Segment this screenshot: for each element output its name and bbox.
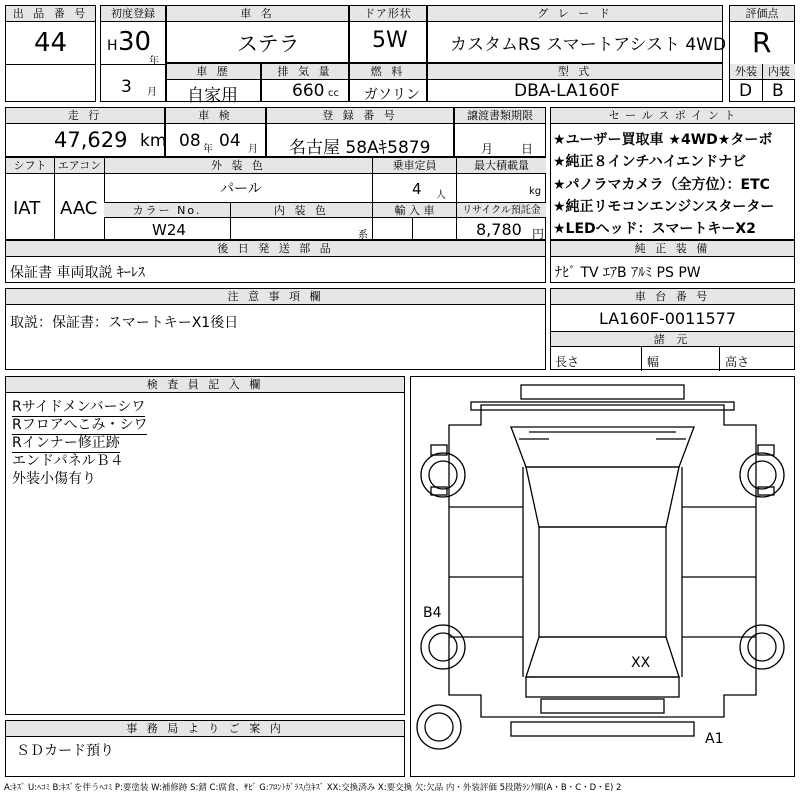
later-parts-value: 保証書 車両取説 ｷｰﾚｽ <box>10 265 145 281</box>
later-parts-label: 後 日 発 送 部 品 <box>6 241 545 257</box>
car-name-value: ステラ <box>237 32 300 56</box>
lot-box <box>5 5 96 102</box>
car-name-box <box>166 5 349 63</box>
door-value: 5W <box>372 28 408 53</box>
overall-score: R <box>752 26 772 59</box>
inspector-line: エンドパネルＢ４ <box>12 453 124 469</box>
door-box <box>349 5 427 63</box>
damage-diagram <box>410 376 795 777</box>
inspection-month: 04 <box>219 131 241 151</box>
inspector-label: 検 査 員 記 入 欄 <box>6 377 404 393</box>
recycle-label: リサイクル預託金 <box>456 202 546 218</box>
fuel-box <box>349 63 427 102</box>
inspection-label: 車 検 <box>166 108 265 124</box>
dims-width-label: 幅 <box>647 355 660 369</box>
sales-point-item: ★ユーザー買取車 ★4WD★ターボ <box>553 132 773 148</box>
vehicle-spec-box <box>5 157 546 240</box>
notes-box <box>5 288 546 370</box>
exterior-score-label: 外装 <box>730 64 762 80</box>
std-equipment-label: 純 正 装 備 <box>551 241 794 257</box>
registration-box <box>100 5 166 102</box>
damage-mark-bottom: A1 <box>705 731 724 747</box>
score-label: 評価点 <box>730 6 794 22</box>
mileage-unit: km <box>140 131 167 151</box>
plate-label: 登 録 番 号 <box>267 108 453 124</box>
lot-number: 44 <box>34 28 68 58</box>
history-label: 車 歴 <box>167 64 260 80</box>
inspector-box <box>5 376 405 715</box>
displacement-box <box>261 63 349 102</box>
color-no-label: カラー No. <box>104 202 230 218</box>
chassis-box <box>550 288 795 370</box>
int-color-label: 内 装 色 <box>230 202 372 218</box>
dims-height-label: 高さ <box>725 355 750 369</box>
aircon-label: エアコン <box>54 158 104 174</box>
mileage-box <box>5 107 165 157</box>
inspection-month-unit: 月 <box>248 144 258 155</box>
chassis-value: LA160F-0011577 <box>599 309 736 328</box>
inspection-year-unit: 年 <box>203 144 213 155</box>
registration-label: 初度登録 <box>101 6 165 22</box>
std-equipment-box <box>550 240 795 283</box>
interior-score-label: 内装 <box>762 64 795 80</box>
damage-code-legend: A:ｷｽﾞ U:ﾍｺﾐ B:ｷｽﾞを伴うﾍｺﾐ P:要塗装 W:補修跡 S:錆 C:腐食、ｻﾋﾞ G:ﾌﾛﾝﾄｶﾞﾗｽ点ｷｽﾞ XX:交換済み X:要交換 欠:欠品 内・外装評価 5段階ﾗﾝｸ順(A・B・C・D・E) 2 <box>4 783 622 793</box>
score-box <box>729 5 795 102</box>
transfer-day-unit: 日 <box>521 142 534 156</box>
sales-points-label: セ ー ル ス ポ イ ン ト <box>551 108 794 124</box>
interior-score: B <box>772 81 784 101</box>
grade-value: カスタムRS スマートアシスト 4WD <box>450 35 727 55</box>
door-label: ドア形状 <box>350 6 426 22</box>
transfer-month-unit: 月 <box>481 142 494 156</box>
dims-label: 諸 元 <box>551 331 794 347</box>
max-load-label: 最大積載量 <box>456 158 546 174</box>
registration-era: H <box>107 38 118 54</box>
damage-mark-left: B4 <box>423 605 442 621</box>
transfer-label: 譲渡書類期限 <box>455 108 545 124</box>
registration-month-unit: 月 <box>147 87 157 98</box>
registration-year: 30 <box>118 27 152 57</box>
sales-point-item: ★純正８インチハイエンドナビ <box>553 154 747 170</box>
dims-length-label: 長さ <box>555 355 580 369</box>
car-outline-diagram <box>411 377 794 776</box>
lot-label: 出 品 番 号 <box>6 6 95 22</box>
inspector-line: Rインナー修正跡 <box>12 432 120 453</box>
transfer-box <box>454 107 546 157</box>
ext-color-label: 外 装 色 <box>104 158 372 174</box>
mileage-label: 走 行 <box>6 108 164 124</box>
shift-value: IAT <box>13 198 41 219</box>
office-value: ＳＤカード預り <box>16 743 114 759</box>
model-box <box>427 63 723 102</box>
import-label: 輸 入 車 <box>372 202 456 218</box>
displacement-unit: cc <box>328 88 339 99</box>
int-color-unit: 系 <box>358 230 368 241</box>
capacity-label: 乗車定員 <box>372 158 456 174</box>
sales-point-item: ★純正リモコンエンジンスターター <box>553 199 775 215</box>
damage-mark-rear: XX <box>631 655 651 671</box>
recycle-unit: 円 <box>532 227 545 241</box>
ext-color-value: パール <box>220 181 262 197</box>
registration-year-unit: 年 <box>149 56 159 67</box>
office-box <box>5 720 405 777</box>
history-box <box>166 63 261 106</box>
std-equipment-value: ﾅﾋﾞ TV ｴｱB ｱﾙﾐ PS PW <box>555 265 701 281</box>
recycle-value: 8,780 <box>476 220 522 239</box>
shift-label: シフト <box>6 158 54 174</box>
grade-box <box>427 5 727 63</box>
inspection-year: 08 <box>179 131 201 151</box>
inspector-line: Rフロアへこみ・シワ <box>12 414 147 435</box>
color-no-value: W24 <box>152 221 186 239</box>
notes-label: 注 意 事 項 欄 <box>6 289 545 305</box>
inspector-line: 外装小傷有り <box>12 471 96 487</box>
history-value: 自家用 <box>187 86 238 106</box>
inspector-line: Rサイドメンバーシワ <box>12 396 145 417</box>
plate-box <box>266 107 454 157</box>
model-label: 型 式 <box>428 64 722 80</box>
sales-points-box <box>550 107 795 240</box>
later-parts-box <box>5 240 546 283</box>
exterior-score: D <box>739 81 753 101</box>
mileage-value: 47,629 <box>54 128 128 152</box>
fuel-value: ガソリン <box>364 87 420 103</box>
model-value: DBA-LA160F <box>514 81 620 101</box>
office-label: 事 務 局 よ り ご 案 内 <box>6 721 404 737</box>
registration-month: 3 <box>121 77 132 97</box>
notes-value: 取説：保証書：スマートキーX1後日 <box>10 315 239 331</box>
grade-label: グ レ ー ド <box>428 6 722 22</box>
displacement-value: 660 <box>292 81 325 101</box>
car-name-label: 車 名 <box>167 6 348 22</box>
chassis-label: 車 台 番 号 <box>551 289 794 305</box>
inspection-box <box>165 107 266 157</box>
aircon-value: AAC <box>60 198 98 219</box>
sales-point-item: ★パノラマカメラ（全方位）：ETC <box>553 177 770 193</box>
sales-point-item: ★LEDヘッド：スマートキーX2 <box>553 221 756 237</box>
capacity-unit: 人 <box>436 190 446 201</box>
displacement-label: 排 気 量 <box>262 64 348 80</box>
capacity-value: 4 <box>412 180 422 198</box>
max-load-unit: kg <box>529 186 542 197</box>
plate-value: 名古屋 58Aｷ5879 <box>289 138 431 158</box>
fuel-label: 燃 料 <box>350 64 426 80</box>
